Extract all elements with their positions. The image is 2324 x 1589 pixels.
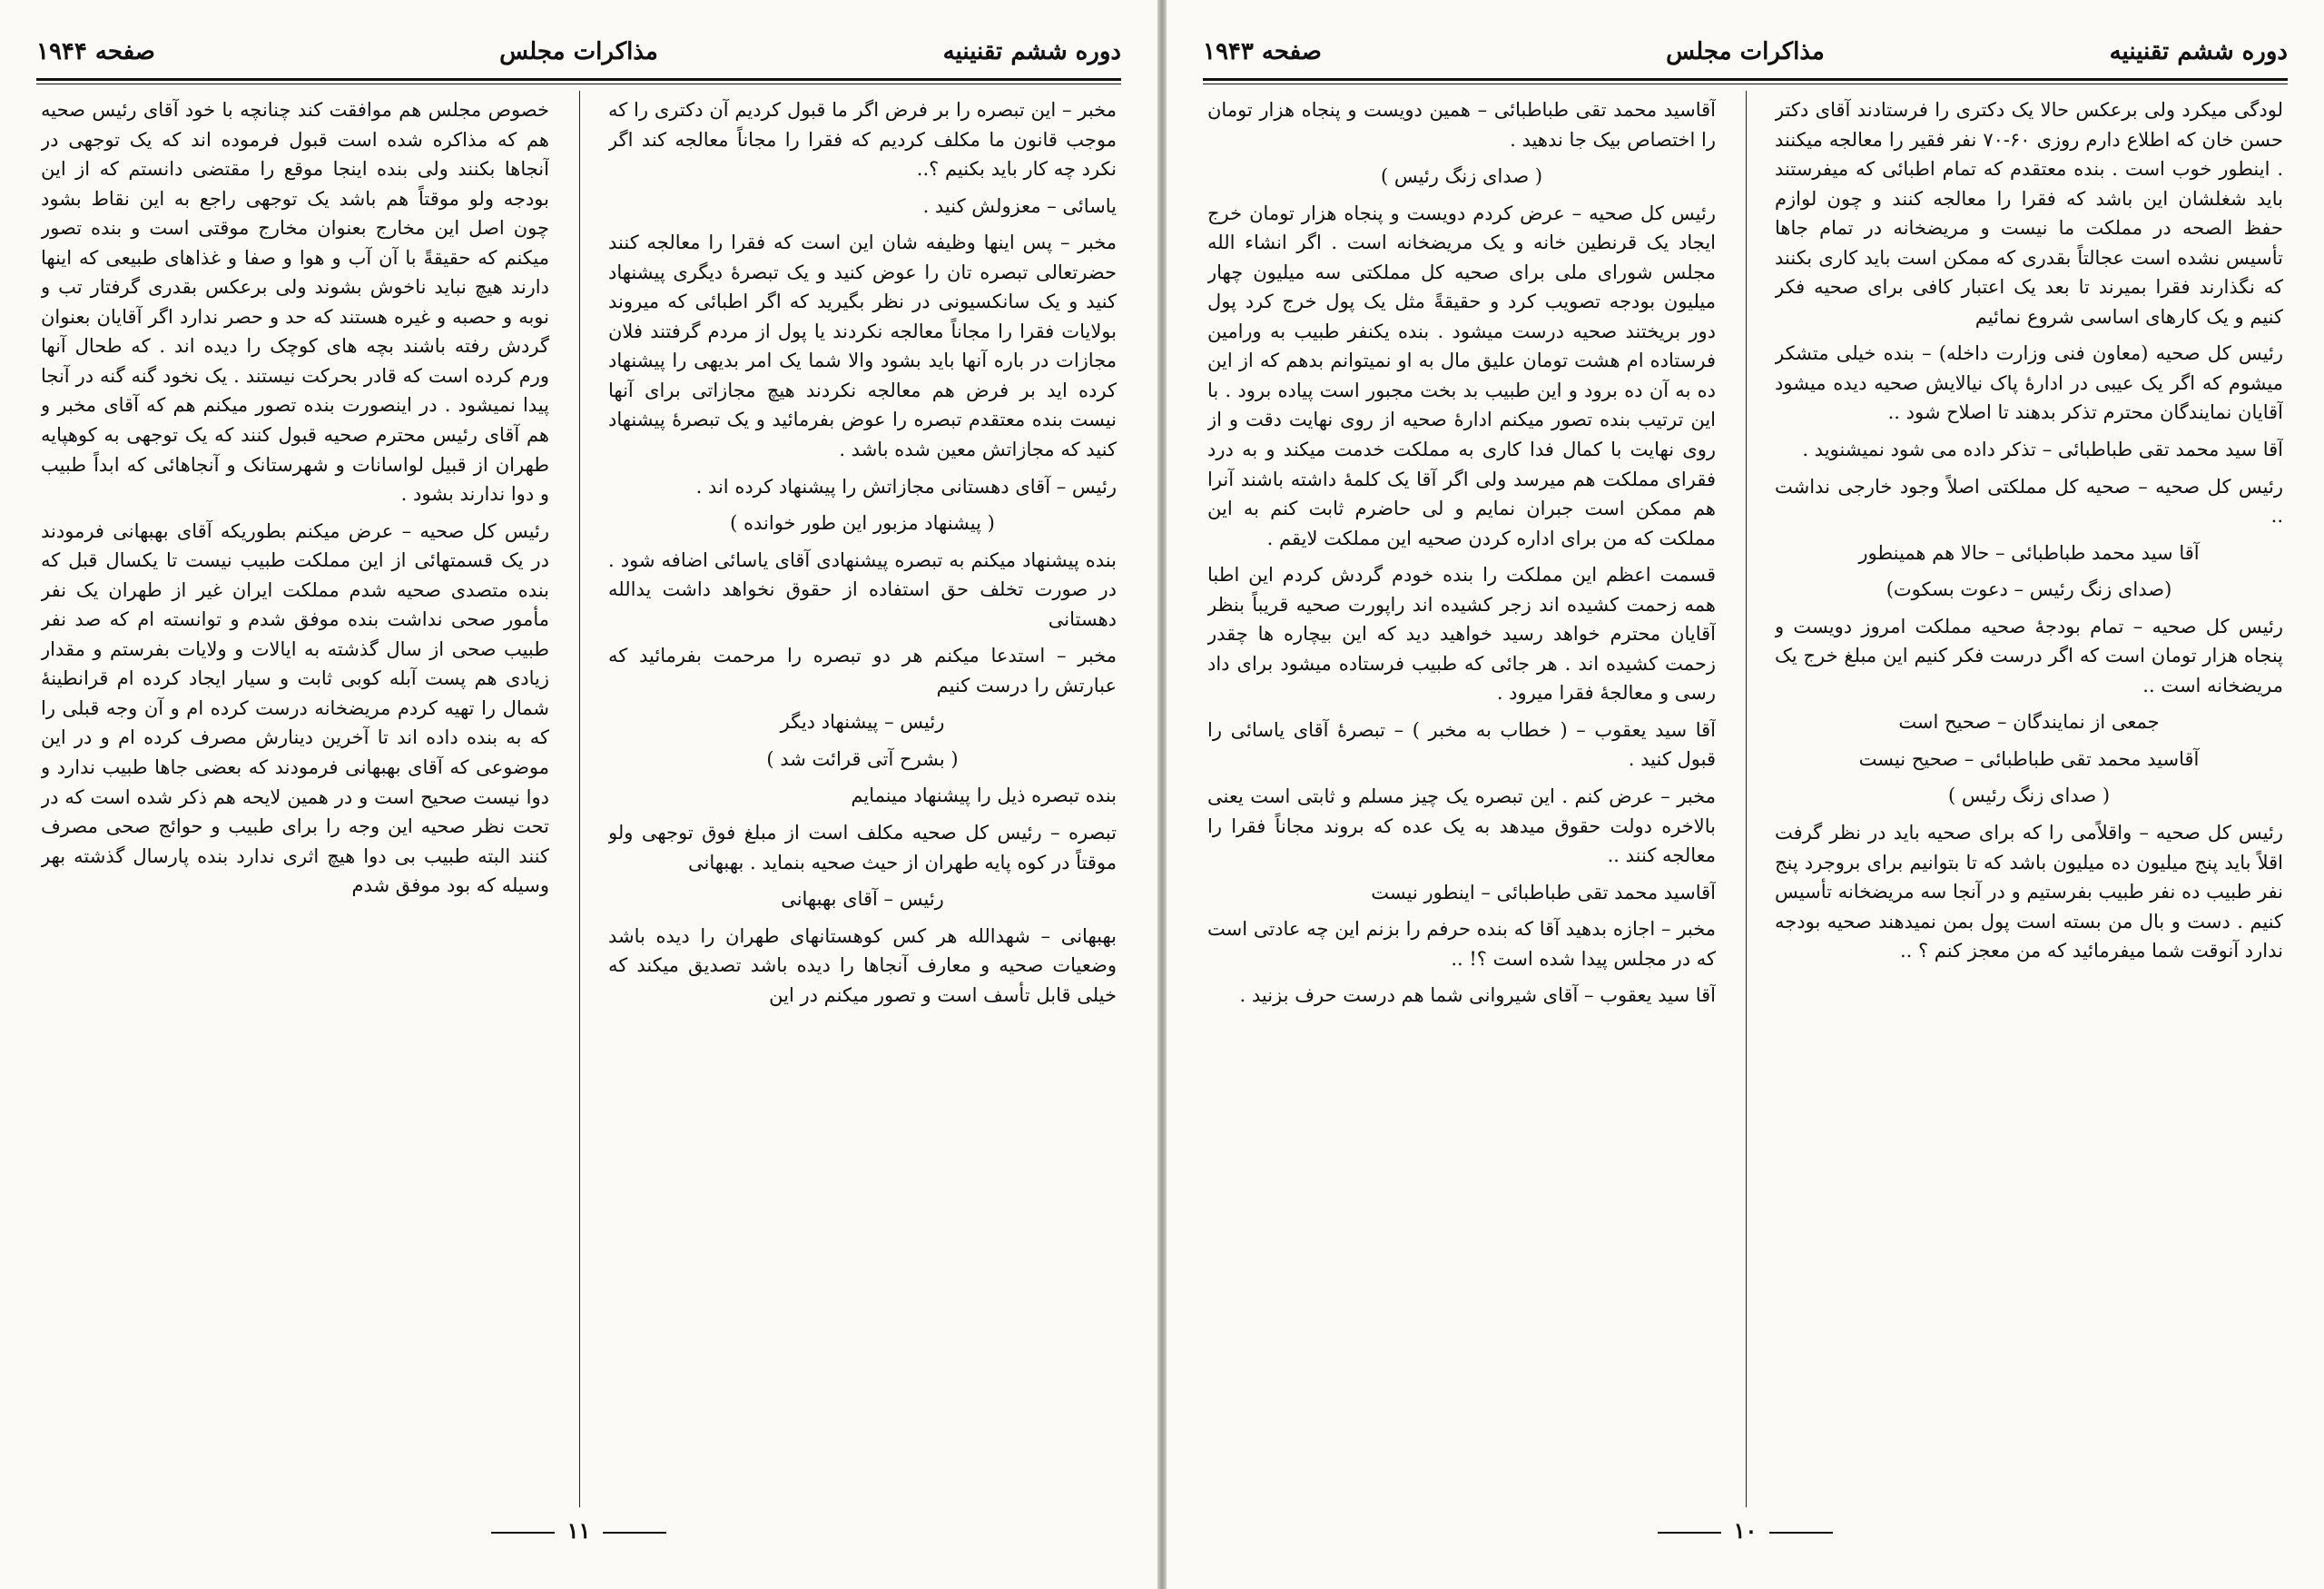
paragraph: آقاسید محمد تقی طباطبائی – اینطور نیست <box>1371 881 1716 903</box>
footer-dash <box>1769 1532 1833 1534</box>
left-page-header <box>36 27 1121 82</box>
paragraph: رئیس کل صحیه – تمام بودجهٔ صحیه مملکت امروز دویست و پنجاه هزار تومان است که اگر درست فکر کنیم این مبلغ خرج یک مریضخانه است .. <box>1775 615 2283 696</box>
left-page-number: صفحه ۱۹۴۴ <box>36 38 155 65</box>
right-column-right <box>1775 95 2283 1494</box>
right-column-left <box>1207 95 1716 1494</box>
paragraph: آقاسید محمد تقی طباطبائی – صحیح نیست <box>1858 747 2200 770</box>
right-column-divider <box>1746 91 1747 1507</box>
paragraph: بنده پیشنهاد میکنم به تبصره پیشنهادی آقای یاسائی اضافه شود . در صورت تخلف حق استفاده از حقوق نخواهد داشت یدالله دهستانی <box>608 548 1117 630</box>
paragraph: آقا سید محمد تقی طباطبائی – تذکر داده می شود نمیشنوید . <box>1802 439 2283 461</box>
paragraph: جمعی از نمایندگان – صحیح است <box>1898 711 2160 734</box>
right-page-number: صفحه ۱۹۴۳ <box>1203 38 1322 65</box>
paragraph: یاسائی – معزولش کنید . <box>922 194 1117 217</box>
right-page-footer <box>1167 1517 2324 1544</box>
reading-note: ( پیشنهاد مزبور این طور خوانده ) <box>730 512 995 535</box>
right-footer-number: ۱۰ <box>1733 1517 1758 1544</box>
paragraph: آقا سید یعقوب – آقای شیروانی شما هم درست حرف بزنید . <box>1239 984 1716 1007</box>
reading-note: ( بشرح آتی قرائت شد ) <box>766 747 959 770</box>
reading-note: ( صدای زنگ رئیس ) <box>1947 785 2111 807</box>
paragraph: آقا سید محمد طباطبائی – حالا هم همینطور <box>1858 541 2200 564</box>
left-page-title: مذاکرات مجلس <box>499 38 658 65</box>
paragraph: قسمت اعظم این مملکت را بنده خودم گردش کردم این اطبا همه زحمت کشیده اند زجر کشیده اند راپورت صحیه قریباً بنظر آقایان محترم خواهد رسید خواهید دید که این بیچاره ها چقدر زحمت کشیده اند . هر جائی که طبیب فرستاده میشود برای داد رسی و معالجهٔ فقرا میرود . <box>1207 564 1716 705</box>
footer-dash <box>1658 1532 1721 1534</box>
paragraph: مخبر – این تبصره را بر فرض اگر ما قبول کردیم آن دکتری را که موجب قانون ما مکلف کردیم که فقرا را مجاناً معالجه کند اگر نکرد چه کار باید بکنیم ؟.. <box>608 99 1117 181</box>
right-session-label: دوره ششم تقنینیه <box>2109 38 2288 65</box>
footer-dash <box>603 1532 666 1534</box>
left-footer-number: ۱۱ <box>566 1517 591 1544</box>
left-header-rule <box>36 78 1121 84</box>
paragraph: بهبهانی – شهدالله هر کس کوهستانهای طهران را دیده باشد وضعیات صحیه و معارف آنجاها را دیده باشد تصدیق میکند که خیلی قابل تأسف است و تصور میکنم در این <box>608 924 1117 1006</box>
left-column-divider <box>579 91 580 1507</box>
paragraph: رئیس کل صحیه – صحیه کل مملکتی اصلاً وجود خارجی نداشت .. <box>1775 475 2283 528</box>
paragraph: مخبر – اجازه بدهید آقا که بنده حرفم را بزنم این چه عادتی است که در مجلس پیدا شده است ؟! .. <box>1207 918 1716 970</box>
paragraph: رئیس کل صحیه – واقلاًمی را که برای صحیه باید در نظر گرفت اقلاً باید پنج میلیون ده میلیون باشد که تا بتوانیم برای بروجرد پنج نفر طبیب ده نفر طبیب بفرستیم و در آنجا سه مریضخانه تأسیس کنیم . دست و بال من بسته است پول بمن نمیدهند صحیه بودجه ندارد آنوقت شما میفرمائید که من معجز کنم ؟ .. <box>1775 822 2283 962</box>
paragraph: رئیس کل صحیه – عرض کردم دویست و پنجاه هزار تومان خرج ایجاد یک قرنطین خانه و یک مریضخانه است . اگر انشاء الله مجلس شورای ملی برای صحیه کل مملکتی سه میلیون چهار میلیون بودجه تصویب کرد و حقیقةً مثل یک پول خرج کرد پول دور بریختند صحیه درست میشود . بنده یکنفر طبیب به ورامین فرستاده ام هشت تومان علیق مال به او نمیتوانم بدهم که از این ده به آن ده برود و این طبیب بد بخت مجبور است پیاده برود . با این ترتیب بنده تصور میکنم ادارهٔ صحیه از روی نهایت دقت و از روی نهایت با کمال فدا کاری به مملکت خدمت میکند و به درد فقرای مملکت هم میرسد ولی اگر آقا یک کلمهٔ داشته باشند آنرا هم ممکن است جبران نمایم و لی حاضرم ثابت کنم به این مملکت که من برای اداره کردن صحیه این مملکت لایقم . <box>1207 202 1716 549</box>
paragraph: مخبر – عرض کنم . این تبصره یک چیز مسلم و ثابتی است یعنی بالاخره دولت حقوق میدهد به یک عده که بروند مجاناً فقرا را معالجه کنند .. <box>1207 785 1716 867</box>
book-gutter <box>1157 0 1167 1589</box>
left-page-footer <box>0 1517 1157 1544</box>
reading-note: ( صدای زنگ رئیس ) <box>1380 165 1543 188</box>
paragraph: رئیس کل صحیه – عرض میکنم بطوریکه آقای بهبهانی فرمودند در یک قسمتهائی از این مملکت طبیب نیست تا یکسال قبل که بنده متصدی صحیه شدم مملکت ایران غیر از طهران یک نفر مأمور صحی نداشت بنده موفق شدم و توانسته ام که صد نفر طبیب صحی از سال گذشته به ایالات و ولایات بفرستم و مقدار زیادی هم پست آبله کوبی ثابت و سیار ایجاد کرده ام قرانطینهٔ شمال را تهیه کردم مریضخانه درست کرده ام و آن وجه قبلی را که به بنده داده اند تا آخرین دینارش مصرف کرده ام و در این موضوعی که آقای بهبهانی فرمودند که بعضی جاها طبیب ندارد و دوا نیست صحیح است و در همین لایحه هم ذکر شده است که در تحت نظر صحیه این وجه را برای طبیب و حوائج صحی مصرف کنند البته طبیب بی دوا هیچ اثری ندارد بنده پارسال گذشته بهر وسیله که بود موفق شدم <box>41 519 549 897</box>
left-page <box>0 0 1157 1589</box>
reading-note: (صدای زنگ رئیس – دعوت بسکوت) <box>1886 578 2172 601</box>
paragraph: رئیس – آقای بهبهانی <box>781 888 944 911</box>
paragraph: آقا سید یعقوب – ( خطاب به مخبر ) – تبصرهٔ آقای یاسائی را قبول کنید . <box>1207 718 1716 771</box>
paragraph: رئیس – آقای دهستانی مجازاتش را پیشنهاد کرده اند . <box>695 475 1117 498</box>
right-page <box>1167 0 2324 1589</box>
paragraph: خصوص مجلس هم موافقت کند چنانچه با خود آقای رئیس صحیه هم که مذاکره شده است قبول فرموده اند که یک توجهی در آنجاها بکنند ولی بنده اینجا موقع را مقتضی دانستم که از این بودجه ولو موقتاً هم باشد یک توجهی راجع به این نقاط بشود چون اصل این مخارج بعنوان مخارج موقتی است و بنده تصور میکنم که حقیقةً با آن آب و هوا و صفا و غذاهای طبیعی که اینها دارند هیچ نباید ناخوش بشوند ولی برعکس بقدری گرفتار تب و نوبه و حصبه و غیره هستند که حد و حصر ندارد اگر آقایان بعنوان گردش رفته باشند بچه های کوچک را دیده اند . که طحال آنها ورم کرده است که قادر بحرکت نیستند . یک نخود گنه گنه در آنجا پیدا نمیشود . در اینصورت بنده تصور میکنم هم که آقای مخبر و هم آقای رئیس محترم صحیه قبول کنند که یک توجهی به کوهپایه طهران از قبیل لواسانات و شهرستانک و آنجاهائی که ابداً طبیب و دوا ندارند بشود . <box>41 99 549 506</box>
left-column-right <box>608 95 1117 1494</box>
paragraph: مخبر – استدعا میکنم هر دو تبصره را مرحمت بفرمائید که عبارتش را درست کنیم <box>608 645 1117 696</box>
paragraph: مخبر – پس اینها وظیفه شان این است که فقرا را معالجه کنند حضرتعالی تبصره تان را عوض کنید و یک تبصرهٔ دیگری پیشنهاد کنید و یک سانکسیونی در نظر بگیرید که اگر اطبائی که میروند بولایات فقرا را مجاناً معالجه نکردند یا پول از مردم گرفتند فلان مجازات در باره آنها باید بشود والا شما یک امر بدیهی را پیشنهاد کرده اید بر فرض هم معالجه نکردند هیچ مجازاتی برای آنها نیست بنده معتقدم تبصره را عوض بفرمائید و یک تبصرهٔ پیشنهاد کنید که مجازاتش معین شده باشد . <box>608 232 1117 461</box>
paragraph: آقاسید محمد تقی طباطبائی – همین دویست و پنجاه هزار تومان را اختصاص بیک جا ندهید . <box>1207 99 1716 151</box>
right-page-header <box>1203 27 2288 82</box>
left-session-label: دوره ششم تقنینیه <box>942 38 1121 65</box>
paragraph: رئیس کل صحیه (معاون فنی وزارت داخله) – بنده خیلی متشکر میشوم که اگر یک عیبی در ادارهٔ پاک نیالایش صحیه دیده میشود آقایان نمایندگان محترم تذکر بدهند تا اصلاح شود .. <box>1775 342 2283 424</box>
paragraph: تبصره – رئیس کل صحیه مکلف است از مبلغ فوق توجهی ولو موقتاً در کوه پایه طهران از حیث صحیه بنماید . بهبهانی <box>608 822 1117 873</box>
left-column-left <box>41 95 549 1494</box>
paragraph: لودگی میکرد ولی برعکس حالا یک دکتری را فرستادند آقای دکتر حسن خان که اطلاع دارم روزی ۶۰-۷۰ نفر فقیر را معالجه میکنند . اینطور خوب است . بنده معتقدم که تمام اطبائی که میفرستند باید شغلشان این باشد که فقرا را معالجه کنند و چون لوازم حفظ الصحه در مملکت ما نیست و مریضخانه در تمام جاها تأسیس نشده است عجالتاً بقدری که ممکن است باید کاری بکنند که نگذارند فقرا بمیرند تا بعد یک اعتبار کافی برای صحیه فکر کنیم و یک کارهای اساسی شروع نمائیم <box>1775 99 2283 328</box>
footer-dash <box>491 1532 555 1534</box>
right-header-rule <box>1203 78 2288 84</box>
right-page-title: مذاکرات مجلس <box>1666 38 1825 65</box>
paragraph: رئیس – پیشنهاد دیگر <box>780 711 945 734</box>
paragraph: بنده تبصره ذیل را پیشنهاد مینمایم <box>851 785 1117 807</box>
